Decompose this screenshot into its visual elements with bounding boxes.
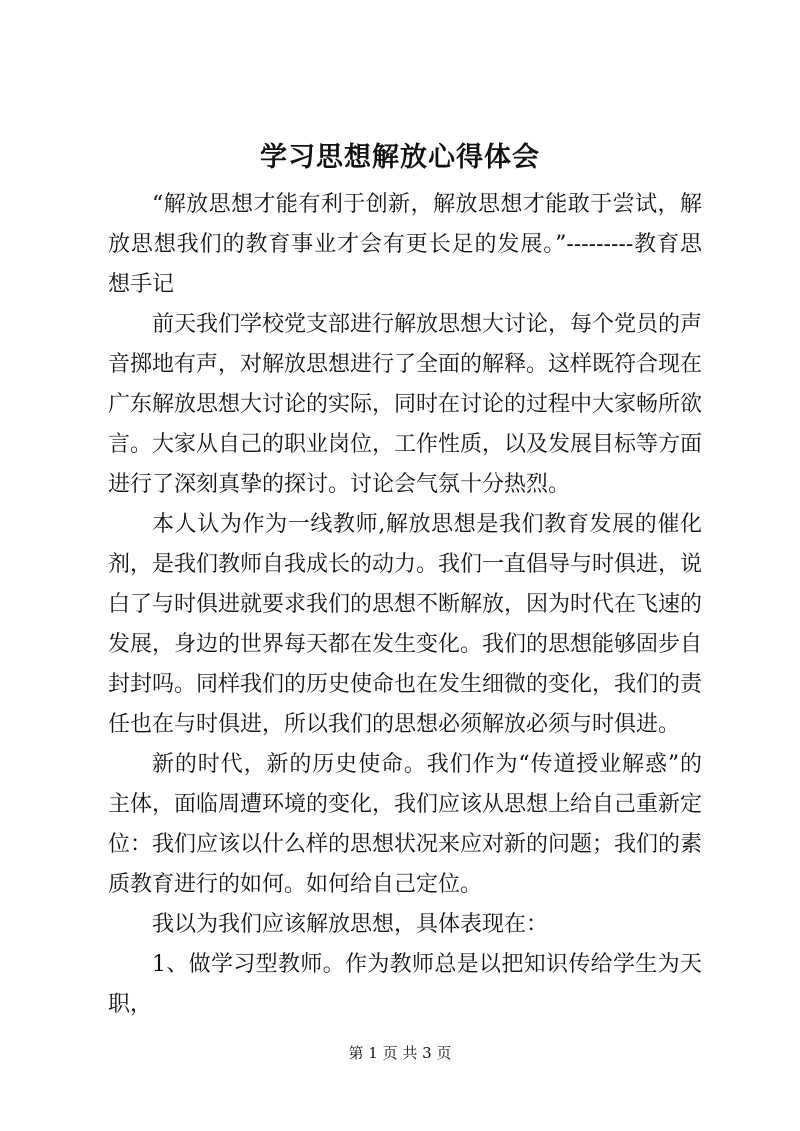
document-body	[108, 185, 702, 1025]
document-title: 学习思想解放心得体会	[260, 142, 540, 173]
paragraph-item-1: 1、做学习型教师。作为教师总是以把知识传给学生为天职，	[108, 952, 702, 1017]
paragraph-teacher-role: 本人认为作为一线教师,解放思想是我们教育发展的催化剂，是我们教师自我成长的动力。我们一直倡导与时俱进，说白了与时俱进就要求我们的思想不断解放，因为时代在飞速的发展，身边的世界每天都在发生变化。我们的思想能够固步自封封吗。同样我们的历史使命也在发生细微的变化，我们的责任也在与时俱进，所以我们的思想必须解放必须与时俱进。	[108, 512, 703, 737]
paragraph-discussion: 前天我们学校党支部进行解放思想大讨论，每个党员的声音掷地有声，对解放思想进行了全面的解释。这样既符合现在广东解放思想大讨论的实际，同时在讨论的过程中大家畅所欲言。大家从自己的职业岗位，工作性质，以及发展目标等方面进行了深刻真挚的探讨。讨论会气氛十分热烈。	[108, 312, 703, 497]
paragraph-new-era: 新的时代，新的历史使命。我们作为“传道授业解惑”的主体，面临周遭环境的变化，我们应该从思想上给自己重新定位：我们应该以什么样的思想状况来应对新的问题；我们的素质教育进行的如何。如何给自己定位。	[108, 752, 703, 897]
paragraph-quote: “解放思想才能有利于创新，解放思想才能敢于尝试，解放思想我们的教育事业才会有更长足的发展。”---------教育思想手记	[108, 192, 702, 297]
paragraph-intro-list: 我以为我们应该解放思想，具体表现在：	[152, 912, 549, 937]
page-number-footer: 第 1 页 共 3 页	[348, 1044, 452, 1062]
